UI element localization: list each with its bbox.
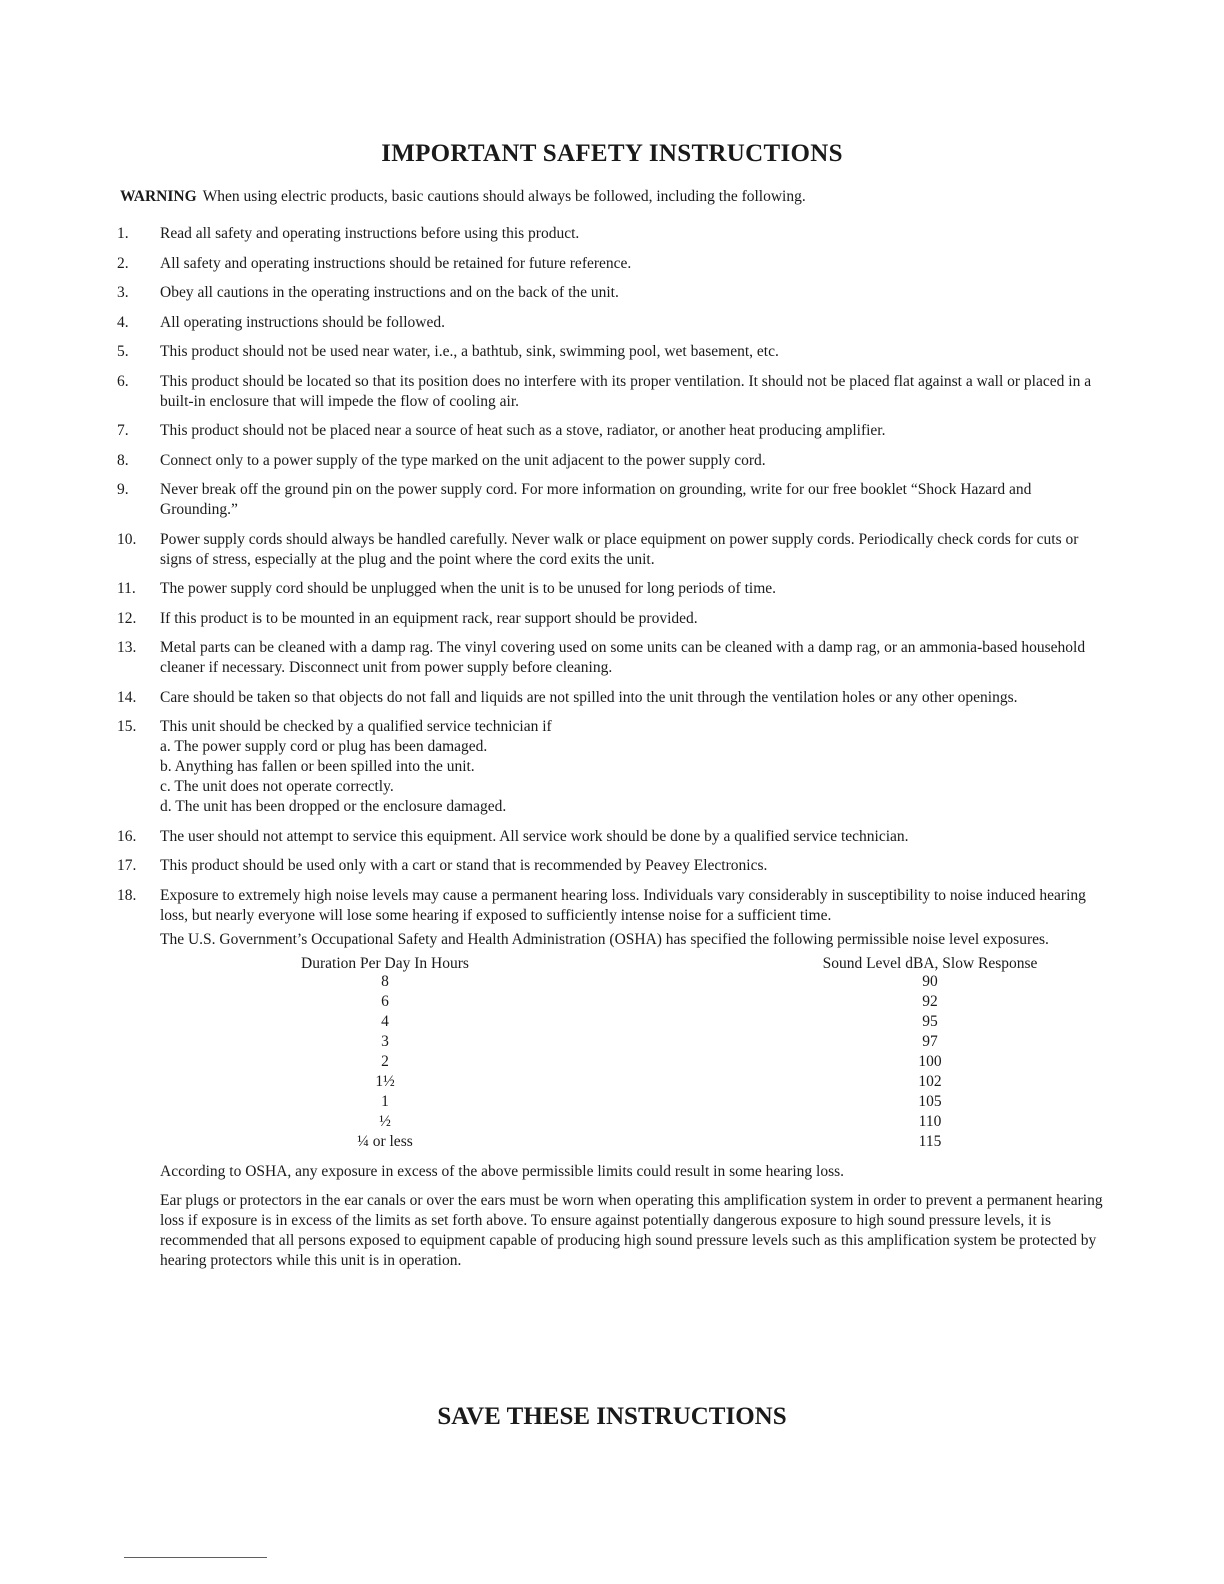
table-cell: 100 — [918, 1052, 942, 1070]
table-cell: 102 — [918, 1072, 942, 1090]
osha-notes — [160, 1162, 1107, 1271]
table-cell: 92 — [922, 992, 938, 1010]
item-text: The power supply cord should be unplugged when the unit is to be unused for long periods of time. — [160, 580, 777, 597]
sub-list — [160, 737, 1107, 817]
list-item — [117, 372, 1107, 412]
noise-exposure-table — [160, 954, 1107, 1152]
table-cell: 97 — [922, 1032, 938, 1050]
item-number: 5. — [117, 343, 129, 360]
list-item — [117, 254, 1107, 274]
table-cell: 4 — [381, 1012, 389, 1030]
list-item — [117, 530, 1107, 570]
item-number: 18. — [117, 886, 137, 904]
sub-item: c. The unit does not operate correctly. — [160, 778, 394, 795]
item-text: Connect only to a power supply of the type marked on the unit adjacent to the power supply cord. — [160, 451, 766, 469]
item-text: The user should not attempt to service this equipment. All service work should be done by a qualified service technician. — [160, 827, 909, 845]
item-text: This product should be used only with a cart or stand that is recommended by Peavey Electronics. — [160, 857, 768, 874]
sub-item: b. Anything has fallen or been spilled into the unit. — [160, 758, 475, 775]
item-text: Exposure to extremely high noise levels may cause a permanent hearing loss. Individuals vary considerably in susceptibility to noise induced hearing loss, but nearly everyone will lose some hearing if exposed to sufficiently intense noise for a sufficient time. — [160, 886, 1086, 924]
table-cell: 3 — [381, 1032, 389, 1050]
list-item — [117, 609, 1107, 629]
item-number: 6. — [117, 372, 129, 390]
sub-item: d. The unit has been dropped or the enclosure damaged. — [160, 798, 507, 815]
table-cell: 95 — [922, 1012, 938, 1030]
list-item — [117, 688, 1107, 708]
item-number: 10. — [117, 530, 137, 548]
item-number: 17. — [117, 857, 137, 874]
item-text: Care should be taken so that objects do not fall and liquids are not spilled into the unit through the ventilation holes or any other openings. — [160, 688, 1018, 706]
item-text: Power supply cords should always be handled carefully. Never walk or place equipment on power supply cords. Periodically check cords for cuts or signs of stress, especially at the plug and the point where the cord exits the unit. — [160, 530, 1079, 568]
list-item — [117, 421, 1107, 441]
item-text: If this product is to be mounted in an equipment rack, rear support should be provided. — [160, 609, 698, 627]
warning-text: When using electric products, basic cautions should always be followed, including the following. — [202, 188, 806, 205]
list-item — [117, 717, 1107, 817]
item-text: This product should be located so that its position does no interfere with its proper ventilation. It should not be placed flat against a wall or placed in a built-in enclosure that will impede the flow of cooling air. — [160, 372, 1092, 410]
table-cell: 2 — [381, 1052, 389, 1070]
table-cell: 8 — [381, 972, 389, 990]
table-header: Sound Level dBA, Slow Response — [822, 954, 1038, 972]
list-item — [117, 480, 1107, 520]
table-cell: 90 — [922, 972, 938, 990]
item-text: Metal parts can be cleaned with a damp rag. The vinyl covering used on some units can be cleaned with a damp rag, or an ammonia-based household cleaner if necessary. Disconnect unit from power supply before cleaning. — [160, 639, 1086, 676]
item-number: 3. — [117, 284, 129, 301]
item-text: This unit should be checked by a qualified service technician if — [160, 718, 552, 735]
table-cell: ½ — [379, 1112, 391, 1130]
list-item — [117, 451, 1107, 471]
item-number: 16. — [117, 827, 137, 845]
osha-note: According to OSHA, any exposure in excess of the above permissible limits could result in some hearing loss. — [160, 1162, 845, 1180]
item-number: 15. — [117, 718, 137, 735]
item-text: Obey all cautions in the operating instructions and on the back of the unit. — [160, 284, 619, 301]
table-cell: 105 — [918, 1092, 942, 1110]
list-item — [117, 886, 1107, 1280]
item-text: This product should not be used near water, i.e., a bathtub, sink, swimming pool, wet basement, etc. — [160, 343, 779, 360]
osha-note: Ear plugs or protectors in the ear canals or over the ears must be worn when operating this amplification system in order to prevent a permanent hearing loss if exposure is in excess of the limits as set forth above. To ensure against potentially dangerous exposure to high sound pressure levels, it is recommended that all persons exposed to equipment capable of producing high sound pressure levels such as this amplification system be protected by hearing protectors while this unit is in operation. — [160, 1191, 1103, 1269]
item-number: 8. — [117, 451, 129, 469]
duration-column — [220, 954, 550, 1152]
list-item — [117, 224, 1107, 244]
list-item — [117, 638, 1107, 678]
list-item — [117, 579, 1107, 599]
list-item — [117, 342, 1107, 362]
table-cell: 115 — [918, 1132, 942, 1150]
item-number: 4. — [117, 313, 129, 331]
item-number: 14. — [117, 688, 137, 706]
table-cell: 1 — [381, 1092, 389, 1110]
item-number: 11. — [117, 580, 136, 597]
table-header: Duration Per Day In Hours — [301, 954, 469, 972]
item-number: 13. — [117, 639, 137, 656]
list-item — [117, 313, 1107, 333]
warning-label: WARNING — [120, 188, 197, 205]
table-cell: 6 — [381, 992, 389, 1010]
item-number: 2. — [117, 254, 129, 272]
item-number: 1. — [117, 225, 129, 242]
item-text: This product should not be placed near a source of heat such as a stove, radiator, or another heat producing amplifier. — [160, 422, 886, 439]
instruction-list — [117, 224, 1107, 1289]
item-number: 12. — [117, 609, 137, 627]
sub-item: a. The power supply cord or plug has been damaged. — [160, 738, 488, 755]
item-text: All safety and operating instructions should be retained for future reference. — [160, 254, 632, 272]
list-item — [117, 856, 1107, 876]
osha-intro: The U.S. Government’s Occupational Safety and Health Administration (OSHA) has specified the following permissible noise level exposures. — [160, 930, 1049, 948]
footer-title: SAVE THESE INSTRUCTIONS — [437, 1403, 787, 1430]
list-item — [117, 283, 1107, 303]
table-cell: 1½ — [375, 1072, 395, 1090]
item-number: 9. — [117, 481, 129, 498]
item-text: All operating instructions should be followed. — [160, 313, 445, 331]
sound-level-column — [780, 954, 1080, 1152]
warning-paragraph — [120, 187, 1110, 207]
item-text: Read all safety and operating instructions before using this product. — [160, 225, 580, 242]
table-cell: ¼ or less — [357, 1132, 413, 1150]
table-cell: 110 — [918, 1112, 942, 1130]
item-number: 7. — [117, 422, 129, 439]
list-item — [117, 827, 1107, 847]
item-text: Never break off the ground pin on the power supply cord. For more information on grounding, write for our free booklet “Shock Hazard and Grounding.” — [160, 481, 1032, 518]
footnote-rule — [124, 1557, 267, 1558]
page-title: IMPORTANT SAFETY INSTRUCTIONS — [381, 140, 843, 167]
